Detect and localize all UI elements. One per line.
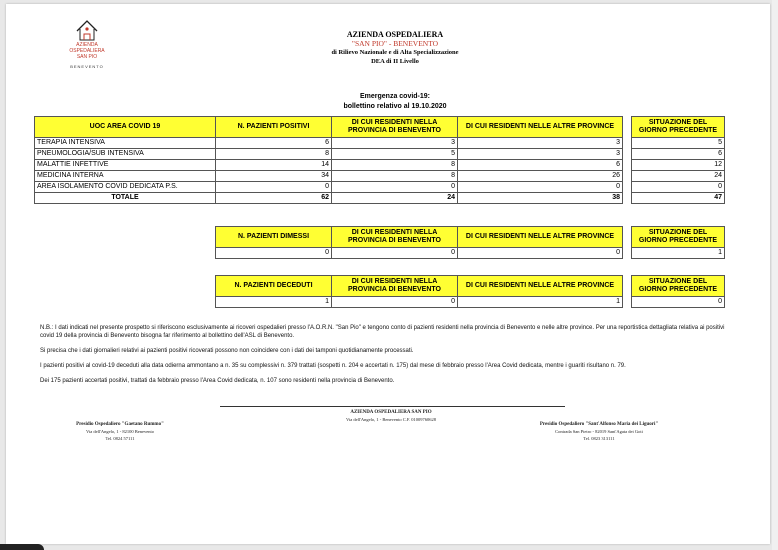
header-line3: di Rilievo Nazionale e di Alta Specializzazione xyxy=(331,49,459,56)
total-label: TOTALE xyxy=(35,193,216,204)
table-row: MALATTIE INFETTIVE 14 8 6 12 xyxy=(35,160,725,171)
header-cell: N. PAZIENTI DECEDUTI xyxy=(216,276,332,297)
note-paragraph: Dei 175 pazienti accertati positivi, trattati da febbraio presso l'Area Covid dedicata, n. 107 sono residenti nella provincia di Benevento. xyxy=(40,378,395,384)
header-cell: DI CUI RESIDENTI NELLA PROVINCIA DI BENEVENTO xyxy=(332,276,458,297)
footer-right-tel: Tel. 0823 313111 xyxy=(583,436,615,441)
header-cell: DI CUI RESIDENTI NELLE ALTRE PROVINCE xyxy=(458,117,623,138)
bulletin-title xyxy=(270,92,520,112)
logo-name-2: OSPEDALIERA xyxy=(69,48,105,54)
area-cell: MALATTIE INFETTIVE xyxy=(35,160,216,171)
note-paragraph: N.B.: I dati indicati nel presente prospetto si riferiscono esclusivamente ai ricoveri ospedalieri presso l'A.O.R.N. "San Pio" e tengono conto di pazienti residenti nella provincia di Benevento e nelle altre province. Per una reportistica dettagliata relativa ai positivi covid 19 della provincia di Benevento bisogna far riferimento al bollettino dell'ASL di Benevento. xyxy=(40,325,725,339)
table-row: 0 0 0 1 xyxy=(216,248,725,259)
header-title: AZIENDA OSPEDALIERA xyxy=(346,30,444,39)
logo-house-icon xyxy=(74,18,100,42)
header-cell: DI CUI RESIDENTI NELLE ALTRE PROVINCE xyxy=(458,227,623,248)
note-paragraph: I pazienti positivi al covid-19 deceduti alla data odierna ammontano a n. 35 su complessivi n. 379 trattati (sospetti n. 204 e accertati n. 175) dal mese di febbraio presso l'Area Covid dedicata, mentre i guariti risultano n. 79. xyxy=(40,363,626,369)
table-row: PNEUMOLOGIA/SUB INTENSIVA 8 5 3 6 xyxy=(35,149,725,160)
footer-divider xyxy=(220,406,565,407)
area-cell: MEDICINA INTERNA xyxy=(35,171,216,182)
table-row: MEDICINA INTERNA 34 8 26 24 xyxy=(35,171,725,182)
bulletin-line1: Emergenza covid-19: xyxy=(359,93,431,100)
note-paragraph: Si precisa che i dati giornalieri relativi ai pazienti positivi ricoverati possono non coincidere con i dati dei tamponi quotidianamente processati. xyxy=(40,348,414,354)
taskbar-corner xyxy=(0,544,44,550)
positivi-table xyxy=(34,116,725,204)
footer-left-address: Via dell'Angelo, 1 - 82100 Benevento xyxy=(85,429,155,434)
footer-left xyxy=(60,420,180,442)
header-cell: DI CUI RESIDENTI NELLA PROVINCIA DI BENEVENTO xyxy=(332,227,458,248)
logo-name-3: SAN PIO xyxy=(76,54,98,60)
header-cell: N. PAZIENTI POSITIVI xyxy=(216,117,332,138)
notes-section xyxy=(40,324,740,392)
document-page xyxy=(6,4,770,544)
dimessi-table xyxy=(215,226,725,259)
total-row: TOTALE 62 24 38 47 xyxy=(35,193,725,204)
table-row: TERAPIA INTENSIVA 6 3 3 5 xyxy=(35,138,725,149)
logo-name-1: AZIENDA xyxy=(76,42,98,48)
hospital-logo xyxy=(62,18,112,69)
header-cell: DI CUI RESIDENTI NELLE ALTRE PROVINCE xyxy=(458,276,623,297)
header-cell: SITUAZIONE DEL GIORNO PRECEDENTE xyxy=(632,117,725,138)
bulletin-line2: bollettino relativo al 19.10.2020 xyxy=(343,103,447,110)
header-cell: UOC AREA COVID 19 xyxy=(35,117,216,138)
area-cell: PNEUMOLOGIA/SUB INTENSIVA xyxy=(35,149,216,160)
area-cell: TERAPIA INTENSIVA xyxy=(35,138,216,149)
header-cell: DI CUI RESIDENTI NELLA PROVINCIA DI BENEVENTO xyxy=(332,117,458,138)
footer-right-address: Contrada San Pietro - 82019 Sant'Agata dei Goti xyxy=(555,429,643,434)
document-header xyxy=(270,30,520,66)
footer-right-name: Presidio Ospedaliero "Sant'Alfonso Maria dei Liguori" xyxy=(539,422,659,427)
header-cell: SITUAZIONE DEL GIORNO PRECEDENTE xyxy=(632,227,725,248)
header-line4: DEA di II Livello xyxy=(371,58,419,65)
footer-center-address: Via dell'Angelo, 1 - Benevento C.F. 01009760628 xyxy=(345,417,437,422)
header-subtitle: "SAN PIO" - BENEVENTO xyxy=(351,39,439,48)
footer-center-name: AZIENDA OSPEDALIERA SAN PIO xyxy=(350,410,432,415)
vertical-scrollbar[interactable] xyxy=(772,0,778,550)
footer-right xyxy=(524,420,674,442)
deceduti-table xyxy=(215,275,725,308)
footer-center xyxy=(296,408,486,423)
footer-left-name: Presidio Ospedaliero "Gaetano Rummo" xyxy=(76,422,164,427)
table-row: 1 0 1 0 xyxy=(216,297,725,308)
table-row: AREA ISOLAMENTO COVID DEDICATA P.S. 0 0 0 0 xyxy=(35,182,725,193)
area-cell: AREA ISOLAMENTO COVID DEDICATA P.S. xyxy=(35,182,216,193)
logo-city: BENEVENTO xyxy=(70,64,104,69)
footer-left-tel: Tel. 0824 57111 xyxy=(105,436,135,441)
header-cell: N. PAZIENTI DIMESSI xyxy=(216,227,332,248)
header-cell: SITUAZIONE DEL GIORNO PRECEDENTE xyxy=(632,276,725,297)
